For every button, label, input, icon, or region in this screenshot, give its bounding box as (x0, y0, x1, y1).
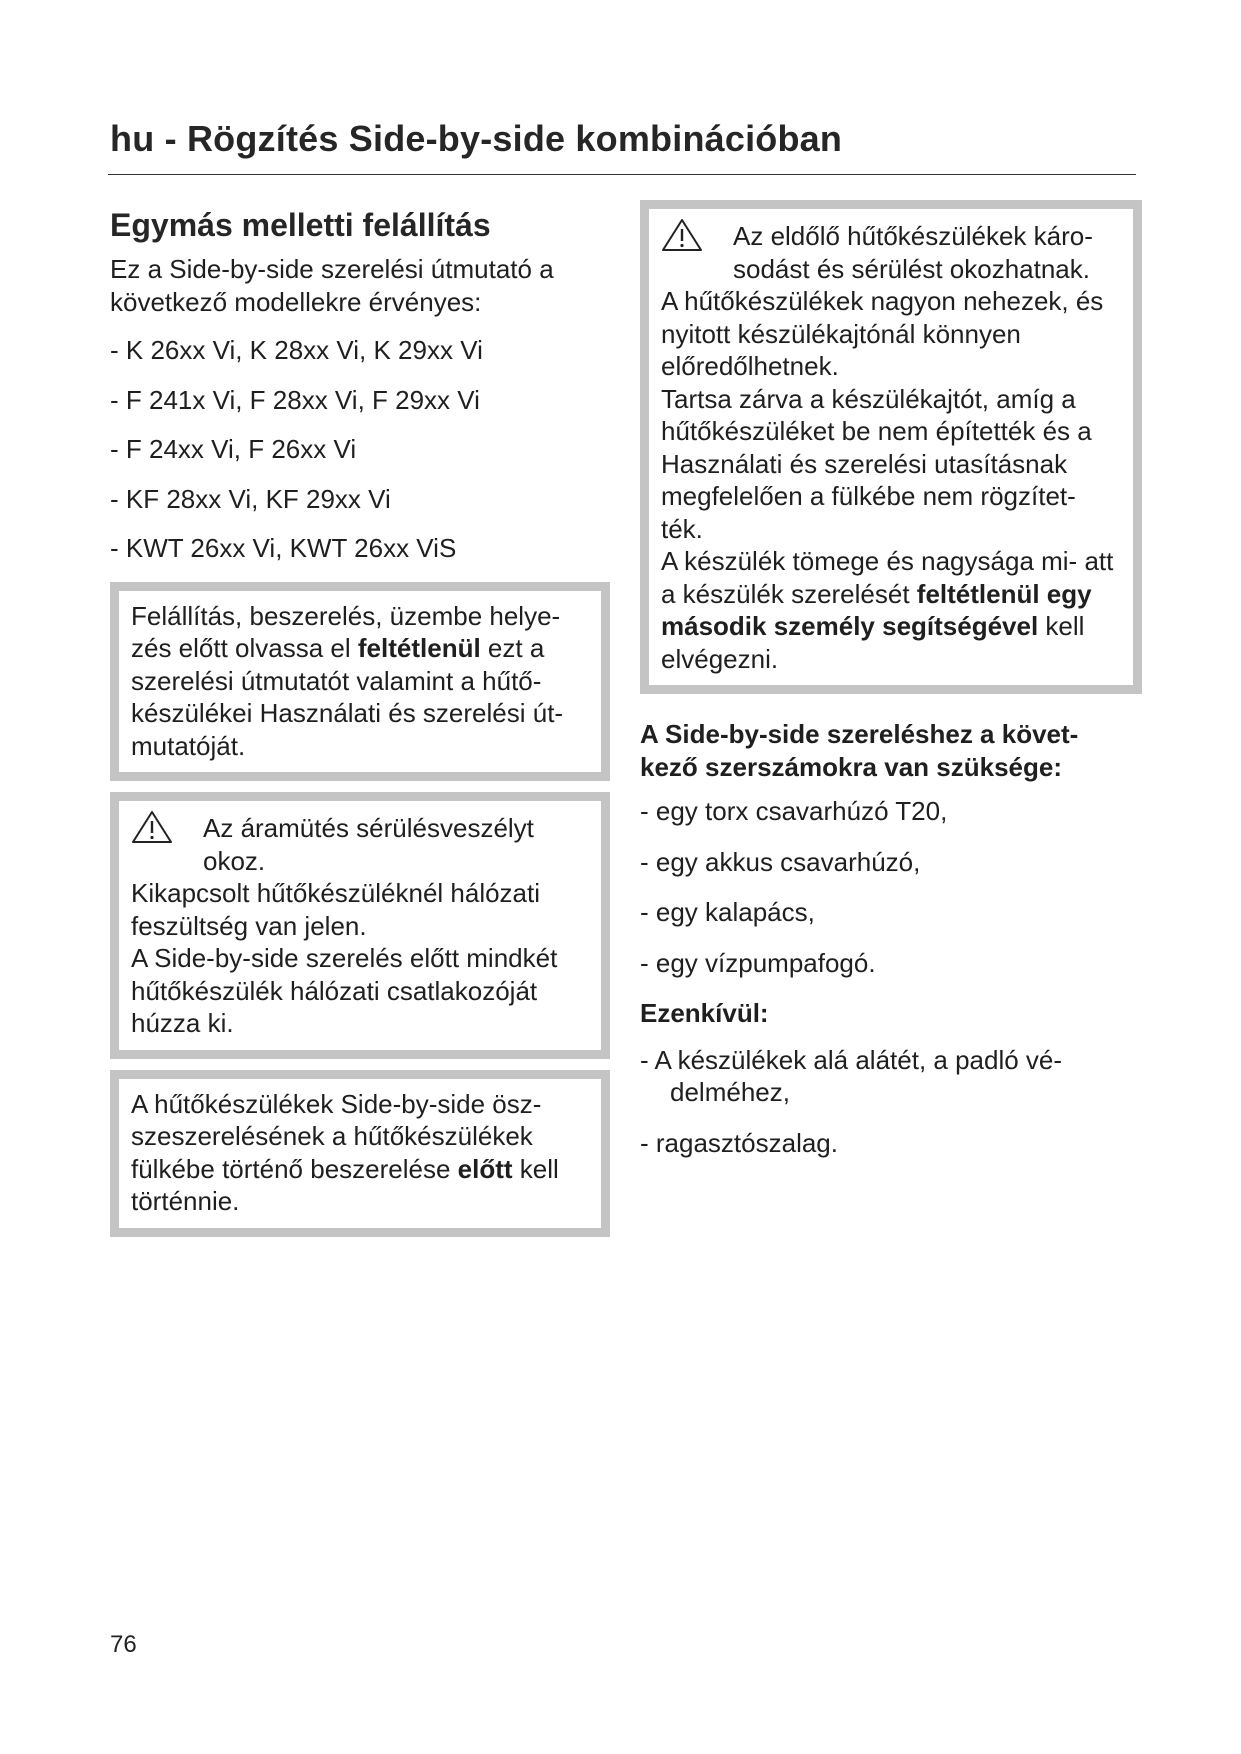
note-emphasis: előtt (457, 1153, 513, 1184)
page-title: hu - Rögzítés Side-by-side kombinációban (110, 118, 843, 159)
note-text (131, 1088, 591, 1218)
note-text-part: Felállítás, beszerelés, üzembe helye- zés előtt olvassa el (131, 600, 561, 663)
extra-item-continuation: delméhez, (670, 1077, 790, 1107)
tool-item: - egy torx csavarhúzó T20, (640, 796, 948, 826)
section-title: Egymás melletti felállítás (110, 207, 491, 243)
warning-triangle-icon (131, 810, 173, 844)
warning-head (661, 218, 1123, 285)
note-text-part: ezt a szerelési útmutatót valamint a hűtő- készülékei Használati és szerelési út- mutatóját. (131, 633, 564, 761)
installation-order-note (110, 1070, 610, 1237)
extras-list (640, 1044, 1142, 1160)
model-item: - K 26xx Vi, K 28xx Vi, K 29xx Vi (110, 335, 483, 365)
model-item: - F 24xx Vi, F 26xx Vi (110, 434, 357, 464)
warning-text: A hűtőkészülékek nagyon nehezek, és nyitott készülékajtónál könnyen előredőlhetnek. (661, 286, 1104, 381)
model-item: - KF 28xx Vi, KF 29xx Vi (110, 483, 391, 514)
warning-text-part: A készülék tömege és nagysága mi- att a készülék szerelését (661, 546, 1114, 609)
left-column (110, 205, 610, 1248)
note-text-part: kell történnie. (131, 1153, 559, 1216)
warning-headline: Az áramütés sérülésveszélyt okoz. (203, 813, 534, 876)
warning-text-part: kell elvégezni. (661, 611, 1085, 674)
warning-text: Tartsa zárva a készülékajtót, amíg a hűtőkészüléket be nem építették és a Használati és szerelési utasításnak megfelelően a fülkébe nem rögzítet- ték. (661, 383, 1092, 544)
read-instructions-note (110, 582, 610, 782)
header-divider (108, 174, 1136, 175)
model-list (110, 334, 610, 565)
warning-text (661, 545, 1123, 675)
intro-text: Ez a Side-by-side szerelési útmutató a következő modellekre érvényes: (110, 254, 554, 317)
tool-item: - egy akkus csavarhúzó, (640, 846, 921, 877)
right-column (640, 200, 1142, 1177)
tools-heading: A Side-by-side szereléshez a követ- kező szerszámokra van szüksége: (640, 719, 1079, 782)
extra-item-text: - ragasztószalag. (640, 1127, 838, 1158)
warning-emphasis: feltétlenül egy második személy segítségével (661, 578, 1092, 641)
note-text (131, 600, 591, 763)
extra-item (640, 1044, 1142, 1109)
warning-text: A Side-by-side szerelés előtt mindkét hűtőkészülék hálózati csatlakozóját húzza ki. (131, 943, 558, 1038)
note-text-part: A hűtőkészülékek Side-by-side ösz- szeszerelésének a hűtőkészülékek fülkébe történő beszerelése (131, 1088, 542, 1184)
extra-item-text: - A készülékek alá alátét, a padló vé- (640, 1044, 1063, 1075)
tipping-warning (640, 200, 1142, 694)
note-emphasis: feltétlenül (357, 633, 481, 663)
model-item: - F 241x Vi, F 28xx Vi, F 29xx Vi (110, 384, 480, 415)
model-item: - KWT 26xx Vi, KWT 26xx ViS (110, 533, 457, 563)
page-number: 76 (110, 1631, 137, 1658)
warning-head (131, 810, 591, 877)
extras-heading: Ezenkívül: (640, 998, 769, 1028)
warning-text: Kikapcsolt hűtőkészüléknél hálózati feszültség van jelen. (131, 878, 541, 941)
extra-item (640, 1127, 1142, 1160)
tools-list (640, 795, 1142, 979)
tool-item: - egy kalapács, (640, 897, 815, 927)
warning-triangle-icon (661, 218, 703, 252)
warning-headline: Az eldőlő hűtőkészülékek káro- sodást és sérülést okozhatnak. (733, 221, 1093, 284)
tool-item: - egy vízpumpafogó. (640, 947, 876, 978)
electric-shock-warning (110, 792, 610, 1059)
